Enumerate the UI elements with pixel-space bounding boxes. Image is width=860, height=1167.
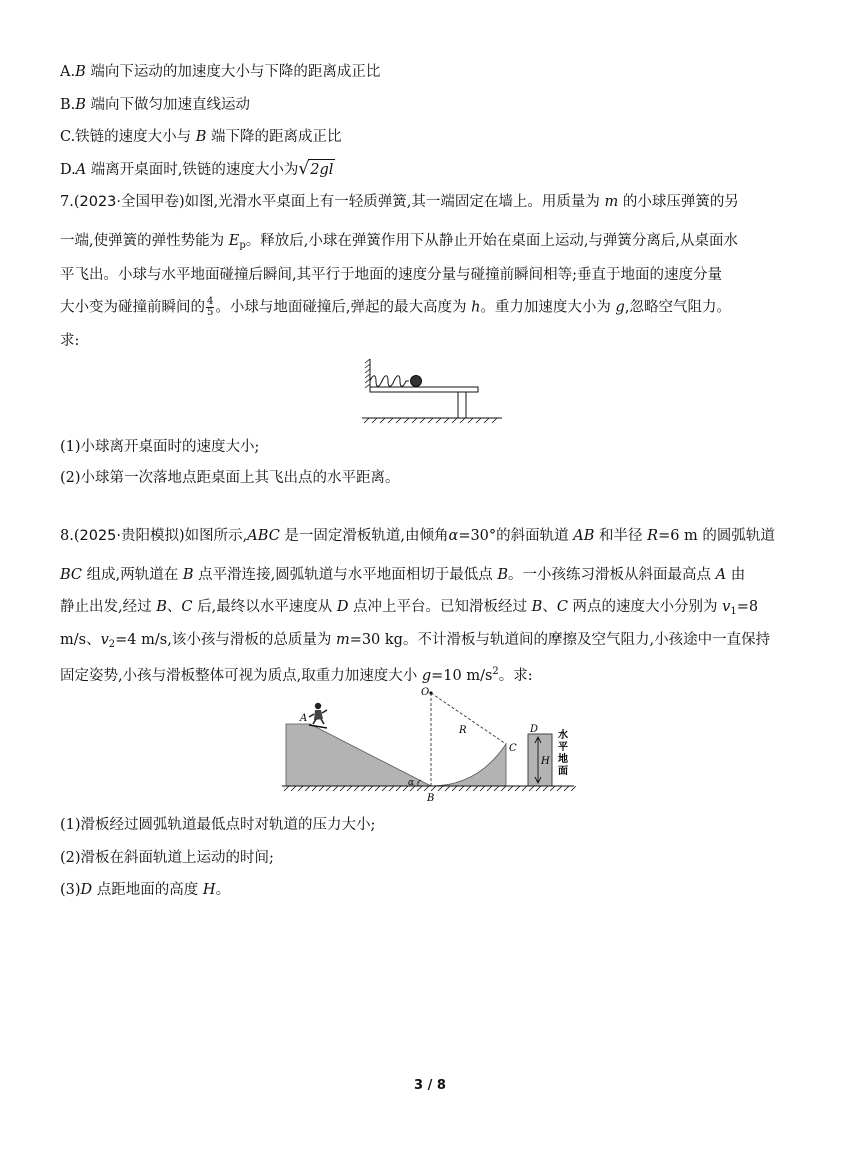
label-h: H	[541, 756, 550, 767]
label-a: A	[300, 713, 308, 724]
hatch-stroke	[536, 786, 541, 791]
option-c: C.铁链的速度大小与 B 端下降的距离成正比	[60, 129, 342, 145]
hatch-stroke	[543, 786, 548, 791]
hatch-stroke	[480, 786, 485, 791]
q8-line-2: BC 组成,两轨道在 B 点平滑连接,圆弧轨道与水平地面相切于最低点 B。一小孩练习滑板从斜面最高点 A 由	[60, 567, 746, 583]
label-d: D	[530, 724, 539, 735]
table-top	[370, 387, 478, 392]
hatch-stroke	[347, 786, 352, 791]
label-ground-1: 水	[558, 730, 568, 741]
hatch-stroke	[389, 786, 394, 791]
ball	[411, 376, 422, 387]
ground-hatch	[284, 786, 576, 791]
hatch-stroke	[298, 786, 303, 791]
q8-line-5: 固定姿势,小孩与滑板整体可视为质点,取重力加速度大小 g=10 $m/s^2$。求:	[60, 666, 533, 684]
label-ground-2: 平	[558, 742, 568, 753]
hatch-stroke	[361, 786, 366, 791]
q8-line-4: m/s、$v_2=4$ m/s,该小孩与滑板的总质量为 m=30 kg。不计滑板与轨道间的摩擦及空气阻力,小孩途中一直保持	[60, 632, 771, 650]
ground-hatch	[364, 418, 497, 423]
hatch-stroke	[466, 786, 471, 791]
q8-sub-2: (2)滑板在斜面轨道上运动的时间;	[60, 850, 274, 866]
q7-sub-1: (1)小球离开桌面时的速度大小;	[60, 439, 260, 455]
hatch-stroke	[445, 786, 450, 791]
option-d: D.A 端离开桌面时,铁链的速度大小为√2gl	[60, 159, 334, 179]
hatch-stroke	[340, 786, 345, 791]
wall-hatch	[365, 359, 370, 388]
hatch-stroke	[452, 786, 457, 791]
hatch-stroke	[375, 786, 380, 791]
center-o-dot	[429, 691, 432, 694]
hatch-stroke	[326, 786, 331, 791]
hatch-stroke	[494, 786, 499, 791]
q7-line-3: 平飞出。小球与水平地面碰撞后瞬间,其平行于地面的速度分量与碰撞前瞬间相等;垂直于地面的速度分量	[60, 267, 722, 283]
hatch-stroke	[424, 786, 429, 791]
hatch-stroke	[571, 786, 576, 791]
option-b: B.B 端向下做匀加速直线运动	[60, 97, 251, 113]
label-c: C	[509, 743, 517, 754]
hatch-stroke	[550, 786, 555, 791]
label-ground-4: 面	[558, 766, 568, 777]
dashed-radius	[431, 693, 506, 744]
q7-source: 2023·全国甲卷	[79, 194, 180, 210]
q7-line-2: 一端,使弹簧的弹性势能为 $E_p$。释放后,小球在弹簧作用下从静止开始在桌面上运动,与弹簧分离后,从桌面水	[60, 233, 739, 251]
hatch-stroke	[417, 786, 422, 791]
q7-line-4: 大小变为碰撞前瞬间的 $\frac{4}{5}$ 。小球与地面碰撞后,弹起的最大高度为 h。重力加速度大小为 g,忽略空气阻力。	[60, 296, 731, 318]
hatch-stroke	[368, 786, 373, 791]
page-number: 3 / 8	[414, 1078, 446, 1093]
hatch-stroke	[508, 786, 513, 791]
spring-table-figure	[362, 357, 502, 427]
table-leg	[458, 392, 466, 418]
hatch-stroke	[319, 786, 324, 791]
hatch-stroke	[333, 786, 338, 791]
slope-ab	[286, 724, 431, 786]
q8-source: 2025·贵阳模拟	[79, 528, 180, 544]
hatch-stroke	[291, 786, 296, 791]
hatch-stroke	[487, 786, 492, 791]
sqrt-sign: √	[298, 159, 310, 179]
label-alpha: α	[408, 778, 415, 788]
hatch-stroke	[284, 786, 289, 791]
label-ground-3: 地	[558, 754, 568, 765]
hatch-stroke	[557, 786, 562, 791]
fraction-four-fifths: $\frac{4}{5}$	[207, 296, 214, 318]
hatch-stroke	[501, 786, 506, 791]
hatch-stroke	[312, 786, 317, 791]
hatch-stroke	[473, 786, 478, 791]
hatch-stroke	[438, 786, 443, 791]
label-b: B	[427, 793, 435, 804]
hatch-stroke	[354, 786, 359, 791]
hatch-stroke	[396, 786, 401, 791]
child-on-skateboard-icon	[309, 703, 327, 728]
arc-bc	[431, 744, 506, 786]
spring	[370, 376, 409, 387]
option-a: A.B 端向下运动的加速度大小与下降的距离成正比	[60, 64, 381, 80]
skateboard-track-figure	[282, 686, 582, 804]
hatch-stroke	[305, 786, 310, 791]
hatch-stroke	[529, 786, 534, 791]
sqrt-expression: 2gl	[308, 159, 335, 180]
q8-sub-3: (3)D 点距地面的高度 H。	[60, 882, 231, 898]
hatch-stroke	[459, 786, 464, 791]
q7-line-5: 求:	[60, 333, 80, 349]
label-r: R	[459, 725, 467, 736]
hatch-stroke	[382, 786, 387, 791]
hatch-stroke	[564, 786, 569, 791]
hatch-stroke	[431, 786, 436, 791]
q8-line-3: 静止出发,经过 B、C 后,最终以水平速度从 D 点冲上平台。已知滑板经过 B、C 两点的速度大小分别为 $v_1=8$	[60, 599, 759, 617]
label-o: O	[421, 687, 430, 698]
q7-sub-2: (2)小球第一次落地点距桌面上其飞出点的水平距离。	[60, 470, 400, 486]
hatch-stroke	[515, 786, 520, 791]
hatch-stroke	[522, 786, 527, 791]
q7-line-1: 7.(2023·全国甲卷)如图,光滑水平桌面上有一轻质弹簧,其一端固定在墙上。用质量为 m 的小球压弹簧的另	[60, 194, 739, 210]
q8-sub-1: (1)滑板经过圆弧轨道最低点时对轨道的压力大小;	[60, 817, 376, 833]
q8-line-1: 8.(2025·贵阳模拟)如图所示,ABC 是一固定滑板轨道,由倾角α=30°的斜面轨道 AB 和半径 R=6 m 的圆弧轨道	[60, 528, 775, 544]
